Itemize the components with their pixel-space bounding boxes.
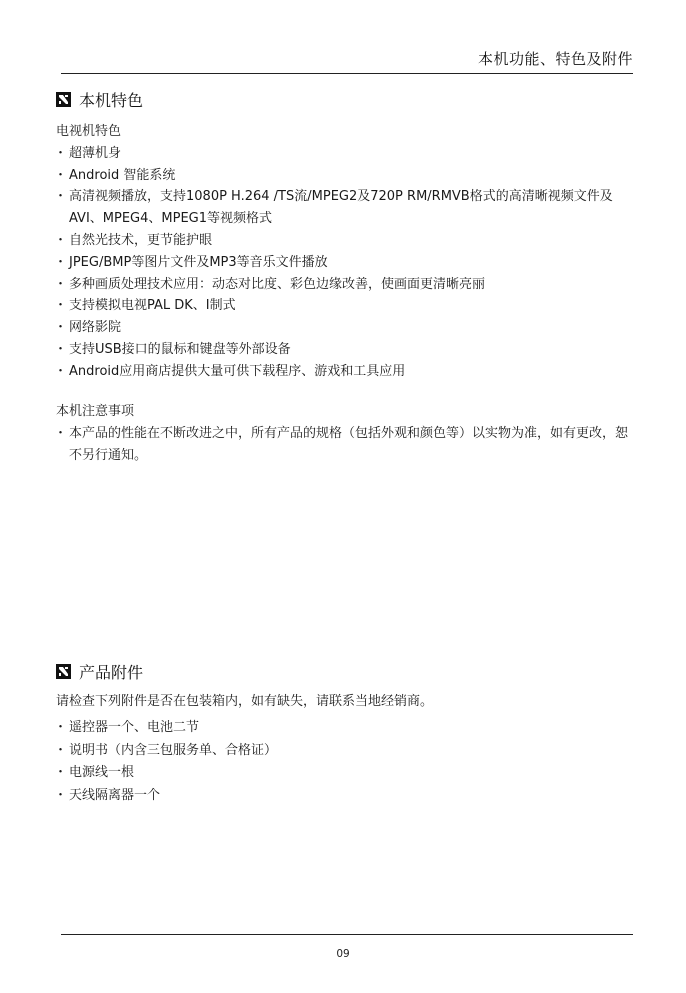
features-list <box>56 143 636 383</box>
page-number: 09 <box>336 948 350 960</box>
list-item: ・ 本产品的性能在不断改进之中，所有产品的规格（包括外观和颜色等）以实物为准，如有更改，恕不另行通知。 <box>56 423 636 467</box>
list-item: ・ Android 智能系统 <box>56 165 636 187</box>
features-block <box>56 121 636 383</box>
section-heading-label: 产品附件 <box>79 663 144 682</box>
section-marker-icon <box>56 664 71 679</box>
list-item: ・ 超薄机身 <box>56 143 636 165</box>
section-heading-features <box>56 88 143 111</box>
footer-rule <box>61 934 633 935</box>
list-item: ・ 遥控器一个、电池二节 <box>56 717 636 740</box>
accessories-intro: 请检查下列附件是否在包装箱内，如有缺失，请联系当地经销商。 <box>56 694 434 709</box>
section-marker-icon <box>56 92 71 107</box>
notes-title: 本机注意事项 <box>56 404 135 419</box>
list-item: ・ Android应用商店提供大量可供下载程序、游戏和工具应用 <box>56 361 636 383</box>
list-item: ・ JPEG/BMP等图片文件及MP3等音乐文件播放 <box>56 252 636 274</box>
accessories-block <box>56 717 636 807</box>
list-item: ・ 多种画质处理技术应用：动态对比度、彩色边缘改善，使画面更清晰亮丽 <box>56 274 636 296</box>
page-header-title: 本机功能、特色及附件 <box>477 50 633 68</box>
list-item: ・ 高清视频播放，支持1080P H.264 /TS流/MPEG2及720P RM/RMVB格式的高清晰视频文件及AVI、MPEG4、MPEG1等视频格式 <box>56 186 636 230</box>
notes-block <box>56 401 636 466</box>
header-rule <box>61 73 633 74</box>
accessories-list <box>56 717 636 807</box>
section-heading-label: 本机特色 <box>79 91 144 110</box>
notes-list <box>56 423 636 467</box>
list-item: ・ 说明书（内含三包服务单、合格证） <box>56 740 636 763</box>
features-title: 电视机特色 <box>56 124 122 139</box>
list-item: ・ 自然光技术，更节能护眼 <box>56 230 636 252</box>
list-item: ・ 网络影院 <box>56 317 636 339</box>
list-item: ・ 天线隔离器一个 <box>56 785 636 808</box>
section-heading-accessories <box>56 660 143 683</box>
list-item: ・ 支持模拟电视PAL DK、I制式 <box>56 295 636 317</box>
list-item: ・ 支持USB接口的鼠标和键盘等外部设备 <box>56 339 636 361</box>
list-item: ・ 电源线一根 <box>56 762 636 785</box>
